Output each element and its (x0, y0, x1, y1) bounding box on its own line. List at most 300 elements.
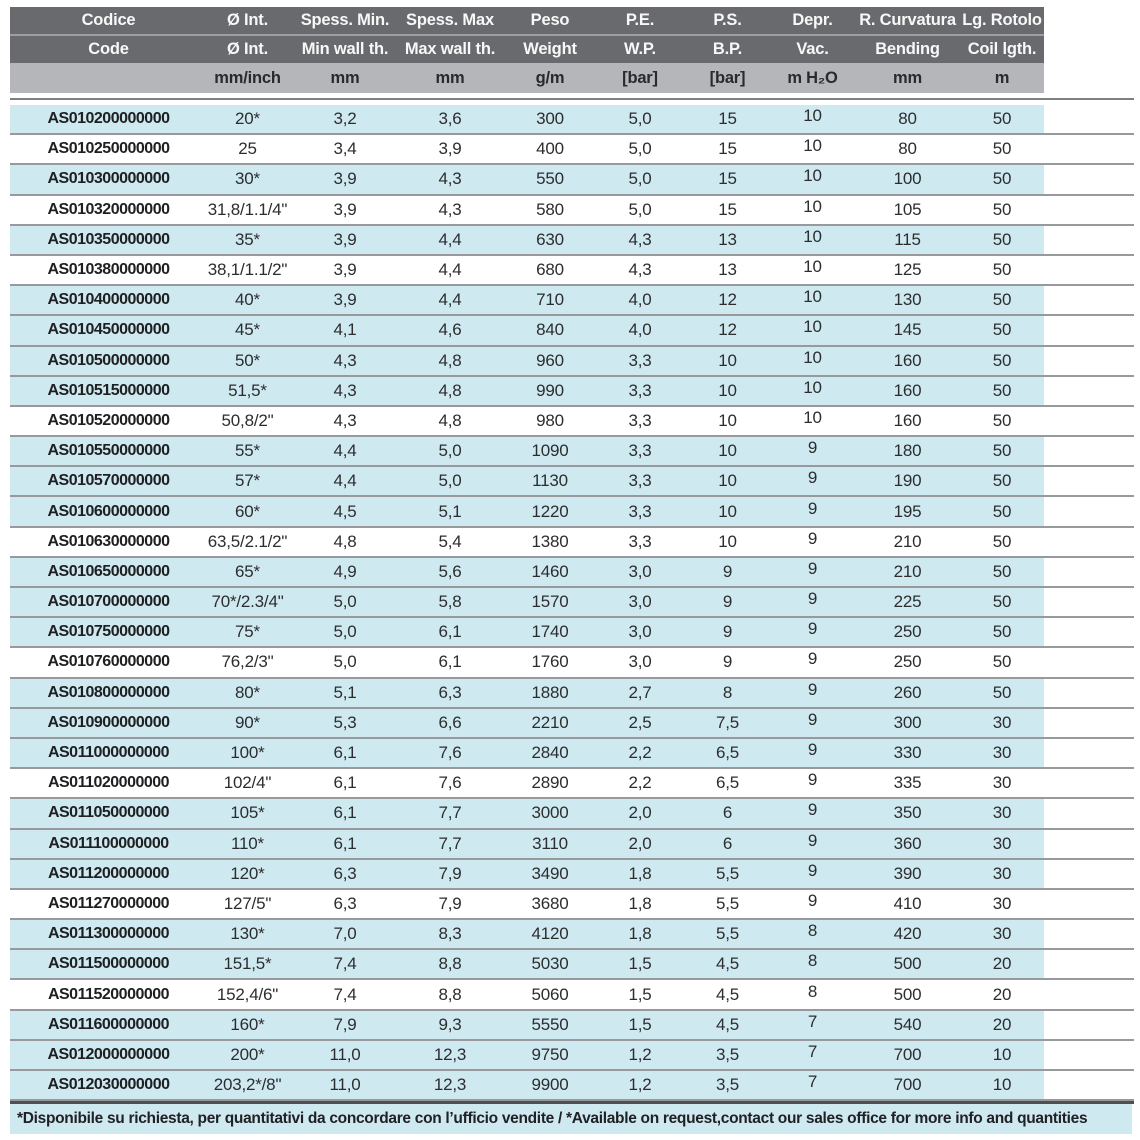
cell-working-pressure: 1,2 (628, 1044, 652, 1064)
cell-working-pressure: 3,3 (628, 410, 652, 430)
cell-inner-diameter: 25 (238, 139, 257, 159)
header-vac: Vac. (796, 40, 829, 58)
cell-min-wall: 4,3 (333, 410, 357, 430)
cell-max-wall: 5,6 (438, 561, 462, 581)
cell-code: AS011500000000 (47, 955, 170, 973)
cell-vacuum: 9 (807, 679, 818, 699)
cell-working-pressure: 1,2 (628, 1075, 652, 1095)
cell-burst-pressure: 9 (722, 592, 733, 612)
cell-max-wall: 5,8 (438, 592, 462, 612)
cell-min-wall: 4,3 (333, 350, 357, 370)
cell-burst-pressure: 6,5 (715, 773, 740, 793)
cell-vacuum: 9 (807, 468, 818, 488)
cell-max-wall: 4,3 (438, 199, 462, 219)
cell-weight: 1740 (531, 622, 569, 642)
cell-inner-diameter: 100* (230, 743, 265, 763)
cell-min-wall: 4,8 (333, 531, 357, 551)
cell-bending-radius: 130 (893, 290, 922, 310)
cell-burst-pressure: 10 (718, 441, 737, 461)
cell-vacuum: 10 (803, 226, 822, 246)
cell-weight: 990 (536, 380, 564, 400)
cell-coil-length: 30 (992, 803, 1012, 823)
cell-burst-pressure: 5,5 (715, 893, 740, 913)
cell-weight: 3680 (531, 893, 569, 913)
cell-code: AS010250000000 (47, 140, 170, 158)
cell-weight: 550 (536, 169, 564, 189)
cell-code: AS010500000000 (47, 351, 170, 369)
cell-bending-radius: 260 (893, 682, 922, 702)
cell-code: AS010600000000 (47, 502, 170, 520)
cell-min-wall: 11,0 (329, 1044, 361, 1064)
cell-weight: 9750 (531, 1044, 569, 1064)
cell-burst-pressure: 6,5 (715, 743, 740, 763)
table-row (10, 165, 1134, 195)
cell-max-wall: 4,8 (438, 380, 462, 400)
header-spess-max: Spess. Max (406, 11, 494, 29)
cell-max-wall: 4,3 (438, 169, 462, 189)
cell-vacuum: 10 (803, 317, 822, 337)
table-row (10, 377, 1134, 407)
cell-inner-diameter: 151,5* (223, 954, 272, 974)
cell-coil-length: 30 (992, 924, 1012, 944)
cell-weight: 1380 (531, 531, 569, 551)
cell-vacuum: 9 (807, 619, 818, 639)
cell-burst-pressure: 10 (718, 501, 737, 521)
cell-vacuum: 9 (807, 589, 818, 609)
cell-max-wall: 6,1 (438, 652, 462, 672)
table-row (10, 739, 1134, 769)
table-row (10, 407, 1134, 437)
cell-vacuum: 9 (807, 800, 818, 820)
cell-inner-diameter: 80* (235, 682, 260, 702)
cell-coil-length: 20 (992, 954, 1012, 974)
cell-bending-radius: 210 (893, 531, 922, 551)
cell-vacuum: 8 (807, 921, 818, 941)
cell-weight: 680 (536, 260, 564, 280)
cell-max-wall: 4,8 (438, 410, 462, 430)
cell-min-wall: 6,1 (333, 803, 357, 823)
cell-bending-radius: 125 (893, 260, 922, 280)
cell-max-wall: 4,4 (438, 229, 462, 249)
cell-inner-diameter: 40* (235, 290, 260, 310)
cell-bending-radius: 105 (893, 199, 922, 219)
cell-working-pressure: 1,5 (628, 1014, 652, 1034)
cell-working-pressure: 4,3 (628, 260, 652, 280)
cell-inner-diameter: 35* (235, 229, 260, 249)
cell-code: AS010800000000 (47, 683, 170, 701)
unit-mm-max: mm (435, 68, 465, 87)
cell-working-pressure: 1,8 (628, 924, 652, 944)
cell-code: AS010760000000 (47, 653, 170, 671)
cell-weight: 3490 (531, 863, 569, 883)
cell-max-wall: 12,3 (433, 1044, 467, 1064)
cell-weight: 840 (536, 320, 564, 340)
cell-coil-length: 50 (992, 229, 1012, 249)
table-row (10, 860, 1134, 890)
cell-min-wall: 5,1 (333, 682, 357, 702)
cell-bending-radius: 80 (898, 109, 917, 129)
cell-coil-length: 50 (992, 410, 1012, 430)
cell-code: AS010450000000 (47, 321, 170, 339)
header-peso: Peso (530, 11, 570, 29)
cell-max-wall: 7,9 (438, 863, 462, 883)
cell-bending-radius: 190 (893, 471, 922, 491)
cell-bending-radius: 360 (893, 833, 922, 853)
cell-coil-length: 20 (992, 1014, 1012, 1034)
cell-burst-pressure: 5,5 (715, 924, 740, 944)
cell-code: AS010350000000 (47, 230, 170, 248)
cell-coil-length: 50 (992, 501, 1012, 521)
cell-code: AS010520000000 (47, 411, 170, 429)
cell-weight: 400 (536, 139, 564, 159)
cell-burst-pressure: 12 (718, 290, 737, 310)
cell-coil-length: 20 (992, 984, 1012, 1004)
header-bending: Bending (875, 40, 940, 58)
table-row (10, 769, 1134, 799)
cell-min-wall: 3,2 (333, 109, 357, 129)
cell-max-wall: 5,4 (438, 531, 462, 551)
cell-min-wall: 3,9 (333, 229, 357, 249)
cell-burst-pressure: 3,5 (715, 1075, 740, 1095)
cell-weight: 9900 (531, 1075, 569, 1095)
cell-code: AS012030000000 (47, 1076, 170, 1094)
cell-min-wall: 7,4 (333, 984, 357, 1004)
cell-weight: 1460 (531, 561, 569, 581)
cell-working-pressure: 3,3 (628, 441, 652, 461)
header-body-gap (10, 93, 1134, 105)
table-row (10, 558, 1134, 588)
cell-working-pressure: 3,0 (628, 652, 652, 672)
cell-working-pressure: 1,5 (628, 984, 652, 1004)
cell-burst-pressure: 13 (718, 229, 737, 249)
table-row (10, 105, 1134, 135)
cell-min-wall: 4,1 (333, 320, 357, 340)
table-row (10, 950, 1134, 980)
cell-working-pressure: 2,5 (628, 712, 652, 732)
cell-bending-radius: 700 (893, 1075, 922, 1095)
table-row (10, 528, 1134, 558)
unit-bar-wp: [bar] (622, 68, 658, 87)
table-row (10, 1041, 1134, 1071)
table-row (10, 980, 1134, 1010)
cell-inner-diameter: 45* (235, 320, 260, 340)
table-row (10, 920, 1134, 950)
cell-code: AS011100000000 (48, 834, 169, 852)
cell-working-pressure: 2,0 (628, 803, 652, 823)
cell-vacuum: 9 (807, 890, 818, 910)
cell-bending-radius: 500 (893, 984, 922, 1004)
cell-max-wall: 7,6 (438, 773, 462, 793)
cell-coil-length: 50 (992, 139, 1012, 159)
cell-max-wall: 8,8 (438, 954, 462, 974)
cell-working-pressure: 3,3 (628, 501, 652, 521)
cell-weight: 1090 (531, 441, 569, 461)
cell-min-wall: 6,1 (333, 833, 357, 853)
cell-coil-length: 50 (992, 682, 1012, 702)
cell-working-pressure: 2,7 (628, 682, 652, 702)
cell-coil-length: 50 (992, 592, 1012, 612)
cell-max-wall: 4,4 (438, 290, 462, 310)
cell-working-pressure: 3,0 (628, 561, 652, 581)
cell-code: AS010400000000 (47, 291, 170, 309)
cell-burst-pressure: 6 (722, 833, 733, 853)
cell-working-pressure: 3,3 (628, 531, 652, 551)
cell-weight: 5550 (531, 1014, 569, 1034)
cell-coil-length: 30 (992, 712, 1012, 732)
cell-vacuum: 10 (803, 257, 822, 277)
cell-burst-pressure: 5,5 (715, 863, 740, 883)
cell-bending-radius: 225 (893, 592, 922, 612)
cell-vacuum: 7 (807, 1041, 818, 1061)
cell-coil-length: 50 (992, 350, 1012, 370)
cell-inner-diameter: 127/5" (223, 893, 272, 913)
cell-inner-diameter: 50,8/2" (221, 410, 274, 430)
cell-max-wall: 4,4 (438, 260, 462, 280)
cell-min-wall: 4,3 (333, 380, 357, 400)
cell-weight: 580 (536, 199, 564, 219)
header-depr: Depr. (792, 11, 833, 29)
cell-inner-diameter: 90* (235, 712, 260, 732)
cell-vacuum: 10 (803, 377, 822, 397)
cell-min-wall: 4,9 (333, 561, 357, 581)
cell-max-wall: 5,1 (438, 501, 462, 521)
cell-vacuum: 9 (807, 740, 818, 760)
cell-inner-diameter: 50* (235, 350, 260, 370)
spec-table (10, 7, 1134, 1134)
header-r-curvatura: R. Curvatura (859, 11, 956, 29)
cell-coil-length: 30 (992, 833, 1012, 853)
cell-weight: 1760 (531, 652, 569, 672)
cell-burst-pressure: 15 (718, 169, 737, 189)
cell-weight: 3000 (531, 803, 569, 823)
table-row (10, 1071, 1134, 1101)
cell-weight: 4120 (531, 924, 569, 944)
cell-working-pressure: 3,3 (628, 350, 652, 370)
table-row (10, 467, 1134, 497)
cell-burst-pressure: 15 (718, 139, 737, 159)
cell-max-wall: 7,7 (438, 803, 462, 823)
cell-max-wall: 12,3 (433, 1075, 467, 1095)
cell-bending-radius: 410 (893, 893, 922, 913)
cell-code: AS011520000000 (47, 985, 170, 1003)
cell-coil-length: 50 (992, 380, 1012, 400)
table-row (10, 1011, 1134, 1041)
cell-working-pressure: 3,3 (628, 471, 652, 491)
cell-burst-pressure: 9 (722, 622, 733, 642)
cell-max-wall: 6,1 (438, 622, 462, 642)
cell-code: AS011300000000 (47, 925, 170, 943)
table-row (10, 437, 1134, 467)
cell-working-pressure: 3,0 (628, 622, 652, 642)
cell-min-wall: 6,1 (333, 773, 357, 793)
cell-code: AS011020000000 (47, 774, 170, 792)
cell-coil-length: 50 (992, 169, 1012, 189)
cell-vacuum: 9 (807, 528, 818, 548)
cell-min-wall: 4,5 (333, 501, 357, 521)
cell-code: AS010380000000 (47, 261, 170, 279)
table-row (10, 347, 1134, 377)
cell-max-wall: 4,8 (438, 350, 462, 370)
cell-working-pressure: 1,8 (628, 893, 652, 913)
cell-vacuum: 8 (807, 951, 818, 971)
header-coil-length: Coil lgth. (967, 40, 1037, 58)
cell-coil-length: 50 (992, 531, 1012, 551)
cell-inner-diameter: 105* (230, 803, 265, 823)
cell-weight: 710 (536, 290, 564, 310)
cell-code: AS010700000000 (47, 593, 170, 611)
cell-coil-length: 50 (992, 260, 1012, 280)
cell-inner-diameter: 38,1/1.1/2" (207, 260, 288, 280)
unit-mh2o: m H₂O (787, 68, 838, 87)
table-row (10, 256, 1134, 286)
cell-working-pressure: 5,0 (628, 109, 652, 129)
cell-inner-diameter: 63,5/2.1/2" (207, 531, 288, 551)
cell-vacuum: 9 (807, 498, 818, 518)
cell-burst-pressure: 13 (718, 260, 737, 280)
cell-burst-pressure: 10 (718, 350, 737, 370)
cell-working-pressure: 4,0 (628, 290, 652, 310)
cell-burst-pressure: 10 (718, 380, 737, 400)
cell-weight: 2840 (531, 743, 569, 763)
cell-burst-pressure: 15 (718, 199, 737, 219)
cell-working-pressure: 1,5 (628, 954, 652, 974)
cell-bending-radius: 330 (893, 743, 922, 763)
cell-coil-length: 30 (992, 893, 1012, 913)
cell-weight: 630 (536, 229, 564, 249)
cell-coil-length: 30 (992, 743, 1012, 763)
cell-max-wall: 7,7 (438, 833, 462, 853)
cell-vacuum: 7 (807, 1072, 818, 1092)
cell-min-wall: 5,0 (333, 622, 357, 642)
cell-min-wall: 7,0 (333, 924, 357, 944)
cell-code: AS010300000000 (47, 170, 170, 188)
table-row (10, 196, 1134, 226)
cell-working-pressure: 2,2 (628, 743, 652, 763)
cell-bending-radius: 250 (893, 652, 922, 672)
cell-inner-diameter: 160* (230, 1014, 265, 1034)
header-max-wall: Max wall th. (404, 40, 496, 58)
cell-working-pressure: 2,0 (628, 833, 652, 853)
cell-working-pressure: 4,0 (628, 320, 652, 340)
cell-bending-radius: 145 (893, 320, 922, 340)
cell-working-pressure: 1,8 (628, 863, 652, 883)
cell-min-wall: 6,1 (333, 743, 357, 763)
cell-inner-diameter: 200* (230, 1044, 265, 1064)
cell-min-wall: 6,3 (333, 893, 357, 913)
table-row (10, 286, 1134, 316)
cell-burst-pressure: 15 (718, 109, 737, 129)
header-weight: Weight (523, 40, 577, 58)
cell-code: AS010515000000 (47, 381, 170, 399)
cell-inner-diameter: 130* (230, 924, 265, 944)
cell-weight: 300 (536, 109, 564, 129)
cell-coil-length: 50 (992, 622, 1012, 642)
cell-bending-radius: 420 (893, 924, 922, 944)
header-wp: W.P. (624, 40, 656, 58)
cell-bending-radius: 350 (893, 803, 922, 823)
cell-burst-pressure: 10 (718, 410, 737, 430)
cell-burst-pressure: 8 (722, 682, 733, 702)
header-lg-rotolo: Lg. Rotolo (962, 11, 1042, 29)
header-min-wall: Min wall th. (301, 40, 389, 58)
cell-code: AS010320000000 (47, 200, 170, 218)
cell-inner-diameter: 120* (230, 863, 265, 883)
cell-burst-pressure: 4,5 (715, 954, 740, 974)
cell-inner-diameter: 203,2*/8" (213, 1075, 282, 1095)
cell-bending-radius: 180 (893, 441, 922, 461)
cell-min-wall: 3,4 (333, 139, 357, 159)
cell-inner-diameter: 76,2/3" (221, 652, 274, 672)
cell-max-wall: 6,3 (438, 682, 462, 702)
cell-inner-diameter: 152,4/6" (216, 984, 279, 1004)
cell-bending-radius: 115 (894, 229, 921, 249)
cell-coil-length: 50 (992, 290, 1012, 310)
cell-bending-radius: 335 (893, 773, 922, 793)
cell-vacuum: 10 (803, 407, 822, 427)
cell-working-pressure: 5,0 (628, 139, 652, 159)
cell-vacuum: 10 (803, 196, 822, 216)
cell-bending-radius: 390 (893, 863, 922, 883)
cell-vacuum: 10 (803, 287, 822, 307)
cell-code: AS010570000000 (47, 472, 170, 490)
table-row (10, 648, 1134, 678)
cell-code: AS011200000000 (47, 864, 170, 882)
footnote-band (10, 1101, 1134, 1134)
cell-inner-diameter: 20* (235, 109, 260, 129)
cell-working-pressure: 5,0 (628, 199, 652, 219)
cell-inner-diameter: 65* (235, 561, 260, 581)
cell-vacuum: 10 (803, 166, 822, 186)
cell-weight: 2890 (531, 773, 569, 793)
cell-weight: 1570 (531, 592, 569, 612)
cell-weight: 5060 (531, 984, 569, 1004)
cell-weight: 1880 (531, 682, 569, 702)
cell-min-wall: 4,4 (333, 471, 357, 491)
cell-min-wall: 3,9 (333, 290, 357, 310)
cell-working-pressure: 3,0 (628, 592, 652, 612)
cell-bending-radius: 80 (898, 139, 917, 159)
cell-code: AS010200000000 (47, 110, 170, 128)
cell-vacuum: 7 (807, 1011, 818, 1031)
cell-max-wall: 6,6 (438, 712, 462, 732)
table-body (10, 105, 1134, 1101)
cell-working-pressure: 4,3 (628, 229, 652, 249)
header-row-english (10, 36, 1044, 63)
cell-code: AS012000000000 (47, 1045, 170, 1063)
cell-min-wall: 7,4 (333, 954, 357, 974)
cell-min-wall: 5,0 (333, 652, 357, 672)
cell-weight: 3110 (532, 833, 568, 853)
cell-coil-length: 10 (992, 1075, 1012, 1095)
cell-coil-length: 50 (992, 471, 1012, 491)
table-row (10, 316, 1134, 346)
cell-vacuum: 9 (807, 709, 818, 729)
cell-working-pressure: 5,0 (628, 169, 652, 189)
cell-bending-radius: 250 (893, 622, 922, 642)
cell-bending-radius: 160 (893, 350, 922, 370)
cell-bending-radius: 195 (893, 501, 922, 521)
cell-inner-diameter: 60* (235, 501, 260, 521)
cell-inner-diameter: 75* (235, 622, 260, 642)
cell-weight: 1220 (531, 501, 569, 521)
cell-weight: 980 (536, 410, 564, 430)
cell-bending-radius: 160 (893, 410, 922, 430)
cell-vacuum: 10 (803, 106, 822, 126)
cell-max-wall: 4,6 (438, 320, 462, 340)
header-diametro-int: Ø Int. (227, 11, 268, 29)
cell-max-wall: 7,6 (438, 743, 462, 763)
cell-burst-pressure: 9 (722, 652, 733, 672)
